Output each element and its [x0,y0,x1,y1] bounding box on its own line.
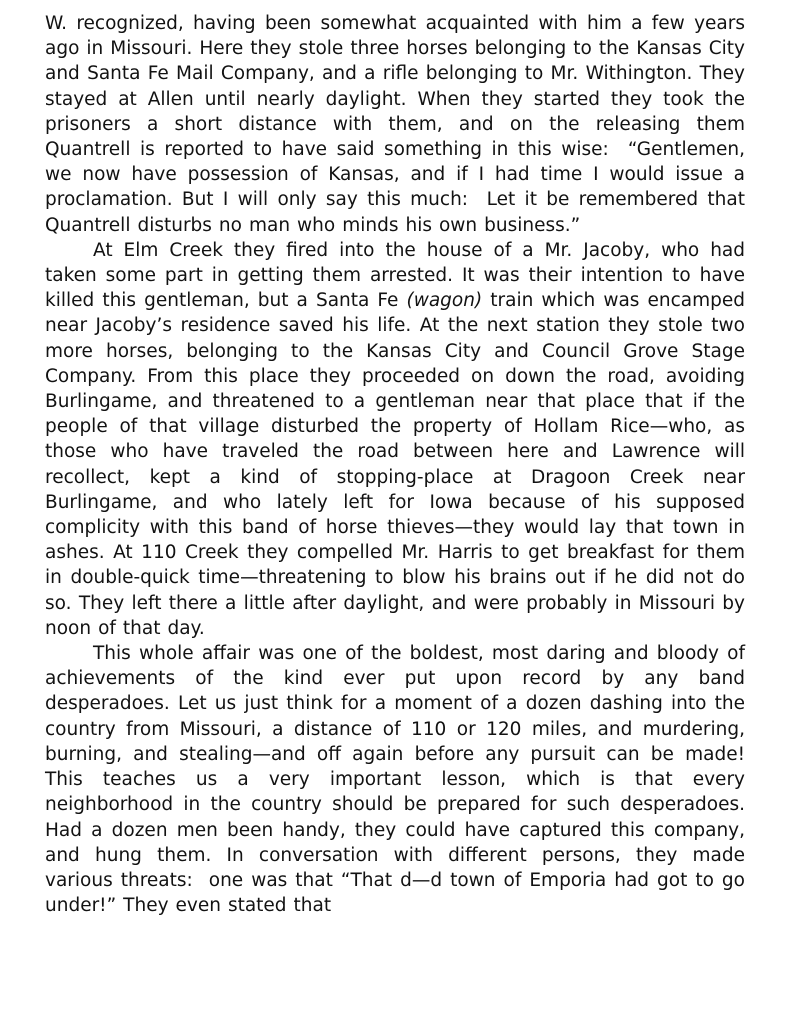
paragraph-2 [45,238,745,641]
paragraph-1: W. recognized, having been somewhat acquainted with him a few years ago in Missouri. Here they stole three horses belonging to the Kansas City and Santa Fe Mail Company, and a rifle belonging to Mr. Withington. They stayed at Allen until nearly daylight. When they started they took the prisoners a short distance with them, and on the releasing them Quantrell is reported to have said something in this wise: “Gentlemen, we now have possession of Kansas, and if I had time I would issue a proclamation. But I will only say this much: Let it be remembered that Quantrell disturbs no man who minds his own business.” [45,13,745,236]
paragraph-2-text-after-italic: train which was encamped near Jacoby’s residence saved his life. At the next station they stole two more horses, belonging to the Kansas City and Council Grove Stage Company. From this place they proceeded on down the road, avoiding Burlingame, and threatened to a gentleman near that place that if the people of that village disturbed the property of Hollam Rice—who, as those who have traveled the road between here and Lawrence will recollect, kept a kind of stopping-place at Dragoon Creek near Burlingame, and who lately left for Iowa because of his supposed complicity with this band of horse thieves—they would lay that town in ashes. At 110 Creek they compelled Mr. Harris to get breakfast for them in double-quick time—threatening to blow his brains out if he did not do so. They left there a little after daylight, and were probably in Missouri by noon of that day. [45,290,745,639]
paragraph-3: This whole affair was one of the boldest, most daring and bloody of achievements of the kind ever put upon record by any band desperadoes. Let us just think for a moment of a dozen dashing into the country from Missouri, a distance of 110 or 120 miles, and murdering, burning, and stealing—and off again before any pursuit can be made! This teaches us a very important lesson, which is that every neighborhood in the country should be prepared for such desperadoes. Had a dozen men been handy, they could have captured this company, and hung them. In conversation with different persons, they made various threats: one was that “That d—d town of Emporia had got to go under!” They even stated that [45,643,745,917]
paragraph-2-italic-phrase: (wagon) [406,290,483,312]
paragraph-2-text-before-italic: At Elm Creek they fired into the house of a Mr. Jacoby, who had taken some part in getting them arrested. It was their intention to have killed this gentleman, but a Santa Fe [45,239,745,312]
